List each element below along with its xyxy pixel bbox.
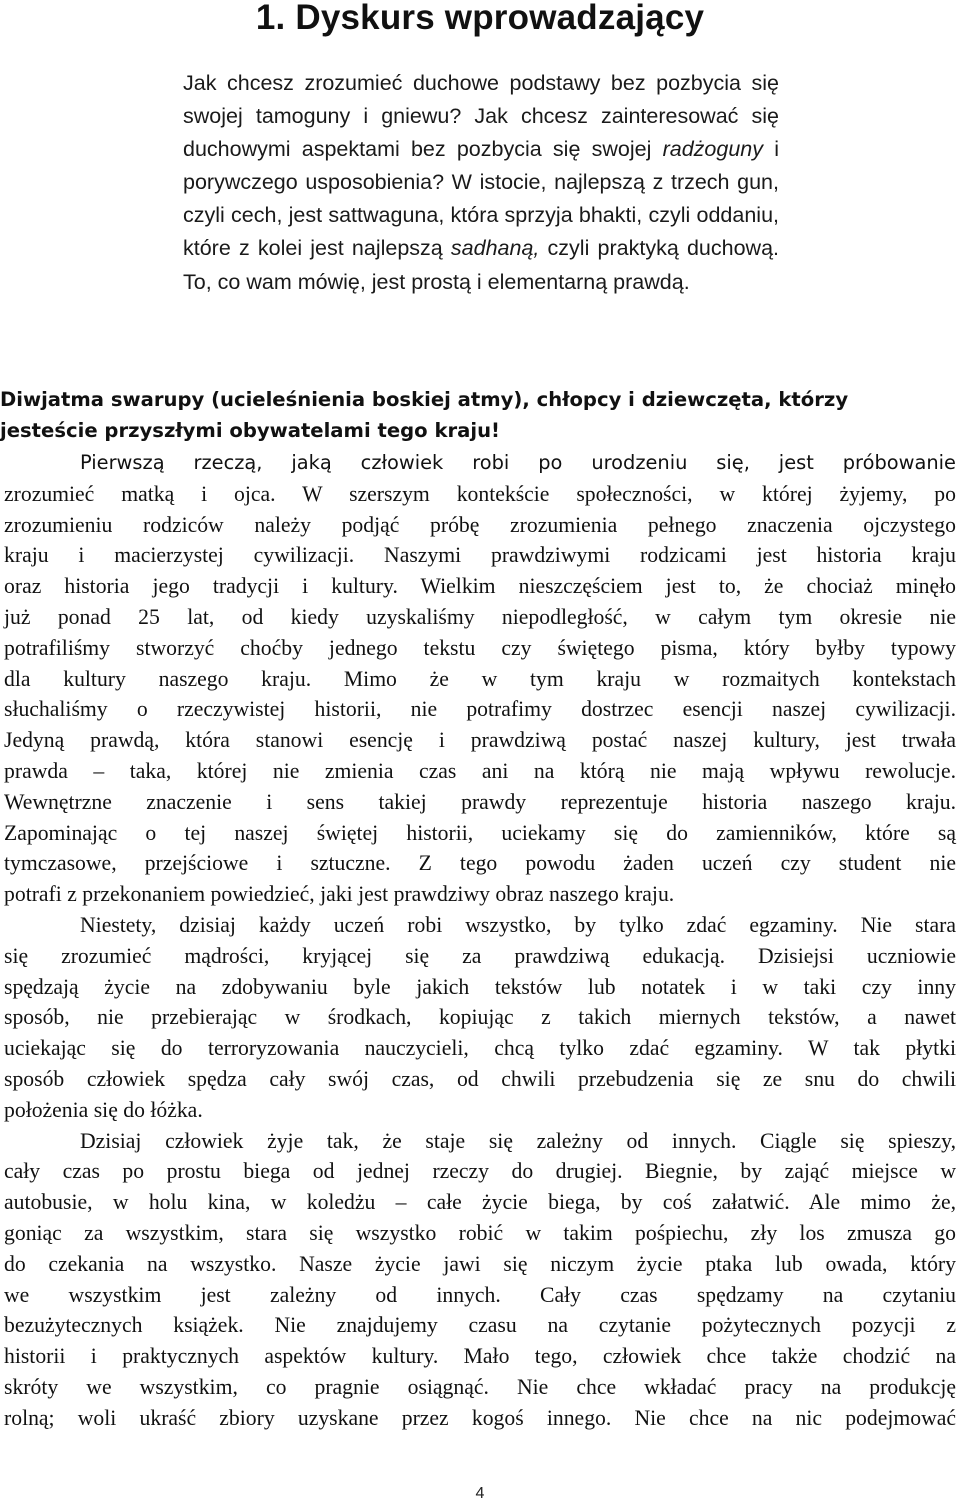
text-line: dla kultury naszego kraju. Mimo że w tym kraju w rozmaitych kontekstach [4, 666, 956, 691]
text-line: potrafiliśmy stworzyć choćby jednego tekstu czy świętego pisma, który byłby typowy [4, 635, 956, 660]
text-line: już ponad 25 lat, od kiedy uzyskaliśmy niepodległość, w całym tym okresie nie [4, 604, 956, 629]
text-line: Dzisiaj człowiek żyje tak, że staje się zależny od innych. Ciągle się spieszy, [80, 1128, 956, 1153]
text-line: autobusie, w holu kina, w koledżu – całe życie biega, by coś załatwić. Ale mimo że, [4, 1190, 956, 1215]
text-line: kraju i macierzystej cywilizacji. Naszymi prawdziwymi rodzicami jest historia kraju [4, 543, 956, 568]
page-number: 4 [475, 1485, 485, 1502]
text-line: tymczasowe, przejściowe i sztuczne. Z tego powodu żaden uczeń czy student nie [4, 851, 956, 876]
text-line: skróty we wszystkim, co pragnie osiągnąć. Nie chce wkładać pracy na produkcję [4, 1374, 956, 1399]
text-line: położenia się do łóżka. [4, 1097, 203, 1122]
text-line: we wszystkim jest zależny od innych. Cały czas spędzamy na czytaniu [4, 1282, 956, 1307]
text-line: słuchaliśmy o rzeczywistej historii, nie potrafimy dostrzec esencji naszej cywilizacji. [4, 697, 956, 722]
text-line: sposób, nie przebierając w środkach, kopiując z takich miernych tekstów, a nawet [4, 1005, 956, 1030]
opening-quote [183, 67, 779, 299]
text-line: bezużytecznych książek. Nie znajdujemy czasu na czytanie pożytecznych pozycji z [4, 1313, 956, 1338]
text-line: goniąc za wszystkim, stara się wszystko robić w takim pośpiechu, zły los zmusza go [4, 1220, 956, 1245]
text-line: historii i praktycznych aspektów kultury. Mało tego, człowiek chce także chodzić na [4, 1344, 956, 1369]
address-heading [0, 385, 958, 446]
text-line: potrafi z przekonaniem powiedzieć, jaki jest prawdziwy obraz naszego kraju. [4, 882, 675, 907]
body-text [4, 448, 956, 1434]
text-line: prawda – taka, której nie zmienia czas ani na którą nie mają wpływu rewolucje. [4, 758, 956, 783]
quote-text-1: Jak chcesz zrozumieć duchowe podstawy bez pozbycia się swojej tamoguny i gniewu? Jak chcesz zainteresować się duchowymi aspektami bez pozbycia się swojej [183, 71, 779, 162]
text-line: zrozumieć matką i ojca. W szerszym kontekście społeczności, w której żyjemy, po [4, 481, 956, 506]
text-line: spędzają życie na zdobywaniu byle jakich tekstów lub notatek i w taki czy inny [4, 974, 956, 999]
quote-italic-term-1: radżoguny [662, 137, 763, 162]
text-line: uciekając się do terroryzowania nauczycieli, chcą tylko zdać egzaminy. W tak płytki [4, 1036, 956, 1061]
text-line: sposób człowiek spędza cały swój czas, od chwili przebudzenia się ze snu do chwili [4, 1066, 956, 1091]
quote-italic-term-2: sadhaną, [450, 236, 540, 261]
quote-text-3: czyli praktyką duchową. To, co wam mówię, jest prostą i elementarną prawdą. [183, 236, 779, 294]
quote-text-2: i porywczego usposobienia? W istocie, najlepszą z trzech gun, czyli cech, jest sattwaguna, która sprzyja bhakti, czyli oddaniu, które z kolei jest najlepszą [183, 137, 779, 261]
text-line: oraz historia jego tradycji i kultury. Wielkim nieszczęściem jest to, że chociaż minęło [4, 574, 956, 599]
text-line: do czekania na wszystko. Nasze życie jawi się niczym życie ptaka lub owada, który [4, 1251, 956, 1276]
text-line: Niestety, dzisiaj każdy uczeń robi wszystko, by tylko zdać egzaminy. Nie stara [80, 912, 956, 937]
text-line: się zrozumieć mądrości, kryjącej się za prawdziwą edukacją. Dzisiejsi uczniowie [4, 943, 956, 968]
text-line: Zapominając o tej naszej świętej historii, uciekamy się do zamienników, które są [4, 820, 956, 845]
text-line: rolną; woli ukraść zbiory uzyskane przez kogoś innego. Nie chce na nic podejmować [4, 1405, 956, 1430]
text-line: Wewnętrzne znaczenie i sens takiej prawdy reprezentuje historia naszego kraju. [4, 789, 956, 814]
text-line: Pierwszą rzeczą, jaką człowiek robi po urodzeniu się, jest próbowanie [80, 451, 956, 474]
chapter-title: 1. Dyskurs wprowadzający [255, 0, 705, 37]
address-heading-line-1: Diwjatma swarupy (ucieleśnienia boskiej atmy), chłopcy i dziewczęta, którzy [0, 388, 849, 411]
text-line: cały czas po prostu biega od jednej rzeczy do drugiej. Biegnie, by zająć miejsce w [4, 1159, 956, 1184]
address-heading-line-2: jesteście przyszłymi obywatelami tego kraju! [0, 418, 500, 442]
text-line: zrozumieniu rodziców należy podjąć próbę zrozumienia pełnego znaczenia ojczystego [4, 512, 956, 537]
text-line: Jedyną prawdą, która stanowi esencję i prawdziwą postać naszej kultury, jest trwała [4, 728, 956, 753]
